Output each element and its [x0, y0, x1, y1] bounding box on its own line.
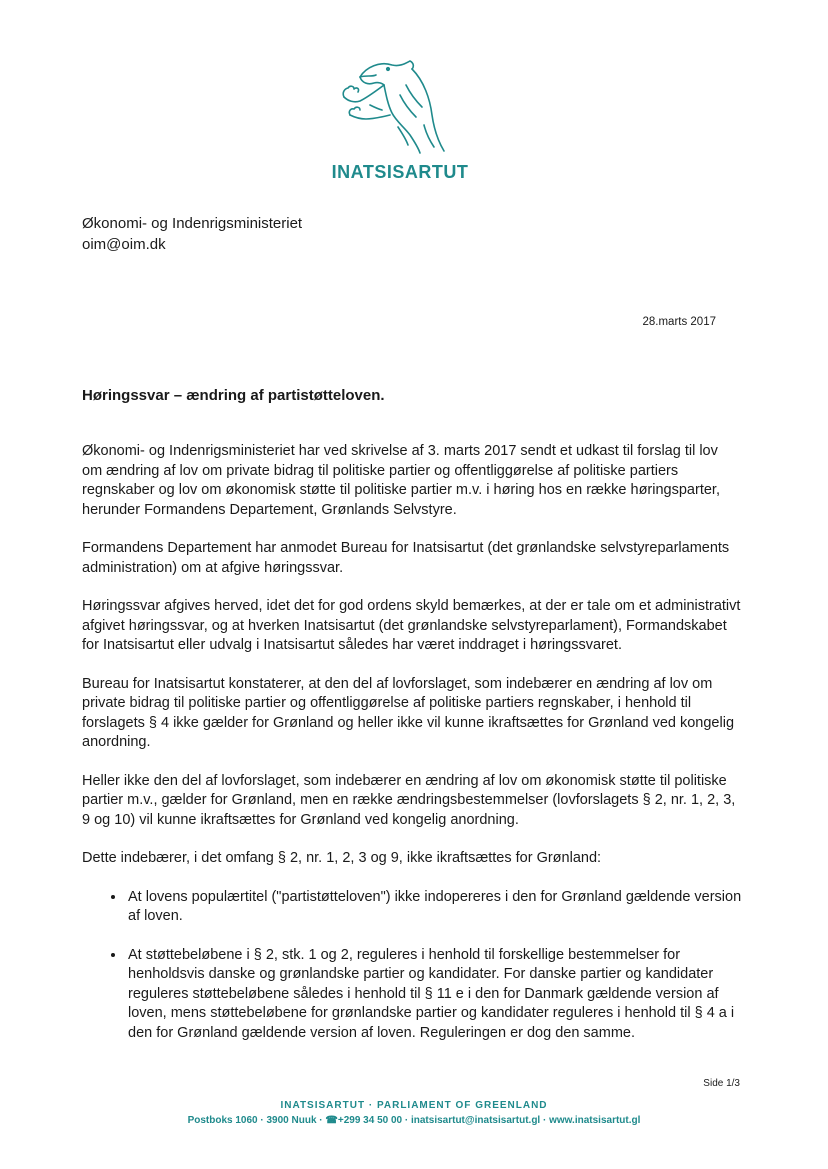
- paragraph: Heller ikke den del af lovforslaget, som indebærer en ændring af lov om økonomisk støtte til politiske partier m.v., gælder for Grønland, men en række ændringsbestemmelser (lovforslagets § 2, nr. 1, 2, 3, 9 og 10) vil kunne ikraftsættes for Grønland ved kongelig anordning.: [82, 772, 736, 828]
- recipient-email: oim@oim.dk: [82, 236, 166, 253]
- page-number: Side 1/3: [703, 1078, 740, 1089]
- bullet-item: • At lovens populærtitel ("partistøtteloven") ikke indopereres i den for Grønland gældende version af loven.: [126, 888, 742, 927]
- bullet-item: • At støttebeløbene i § 2, stk. 1 og 2, reguleres i henhold til forskellige bestemmelser for henholdsvis danske og grønlandske partier og kandidater. For danske partier og kandidater reguleres støttebeløbene således i henhold til § 11 e i den for Danmark gældende version af loven, mens støttebeløbene for grønlandske partier og kandidater reguleres i henhold til § 4 a i den for Grønland gældende version af loven. Reguleringen er dog den samme.: [126, 946, 742, 1044]
- paragraph: Formandens Departement har anmodet Bureau for Inatsisartut (det grønlandske selvstyreparlaments administration) om at afgive høringssvar.: [82, 540, 730, 576]
- paragraph: Høringssvar afgives herved, idet det for god ordens skyld bemærkes, at der er tale om et administrativt afgivet høringssvar, og at hverken Inatsisartut (det grønlandske selvstyreparlament), Formandskabet for Inatsisartut eller udvalg i Inatsisartut således har været inddraget i høringssvaret.: [82, 598, 741, 653]
- paragraph: Bureau for Inatsisartut konstaterer, at den del af lovforslaget, som indebærer en ændring af lov om private bidrag til politiske partier og offentliggørelse af politiske partiers regnskaber, i henhold til forslagets § 4 ikke gælder for Grønland og heller ikke vil kunne ikraftsættes for Grønland ved kongelig anordning.: [82, 675, 735, 750]
- bullet-list: [82, 888, 742, 1044]
- letter-subject: Høringssvar – ændring af partistøtteloven.: [82, 387, 385, 404]
- recipient-name: Økonomi- og Indenrigsministeriet: [82, 215, 303, 232]
- letter-body: [82, 442, 742, 1062]
- footer-contact: Postboks 1060 · 3900 Nuuk · ☎+299 34 50 00 · inatsisartut@inatsisartut.gl · www.inatsisartut.gl: [187, 1115, 641, 1126]
- recipient-block: [82, 213, 302, 255]
- paragraph: Dette indebærer, i det omfang § 2, nr. 1, 2, 3 og 9, ikke ikraftsættes for Grønland:: [82, 850, 602, 866]
- logo-wordmark: INATSISARTUT: [331, 162, 469, 182]
- logo: [330, 55, 470, 190]
- polar-bear-icon: [330, 55, 470, 160]
- letter-date: 28.marts 2017: [642, 316, 716, 328]
- footer-organization: INATSISARTUT · PARLIAMENT OF GREENLAND: [280, 1100, 548, 1111]
- paragraph: Økonomi- og Indenrigsministeriet har ved skrivelse af 3. marts 2017 sendt et udkast til forslag til lov om ændring af lov om private bidrag til politiske partier og offentliggørelse af politiske partiers regnskaber og lov om økonomisk støtte til politiske partier m.v. i høring hos en række høringsparter, herunder Formandens Departement, Grønlands Selvstyre.: [82, 443, 720, 518]
